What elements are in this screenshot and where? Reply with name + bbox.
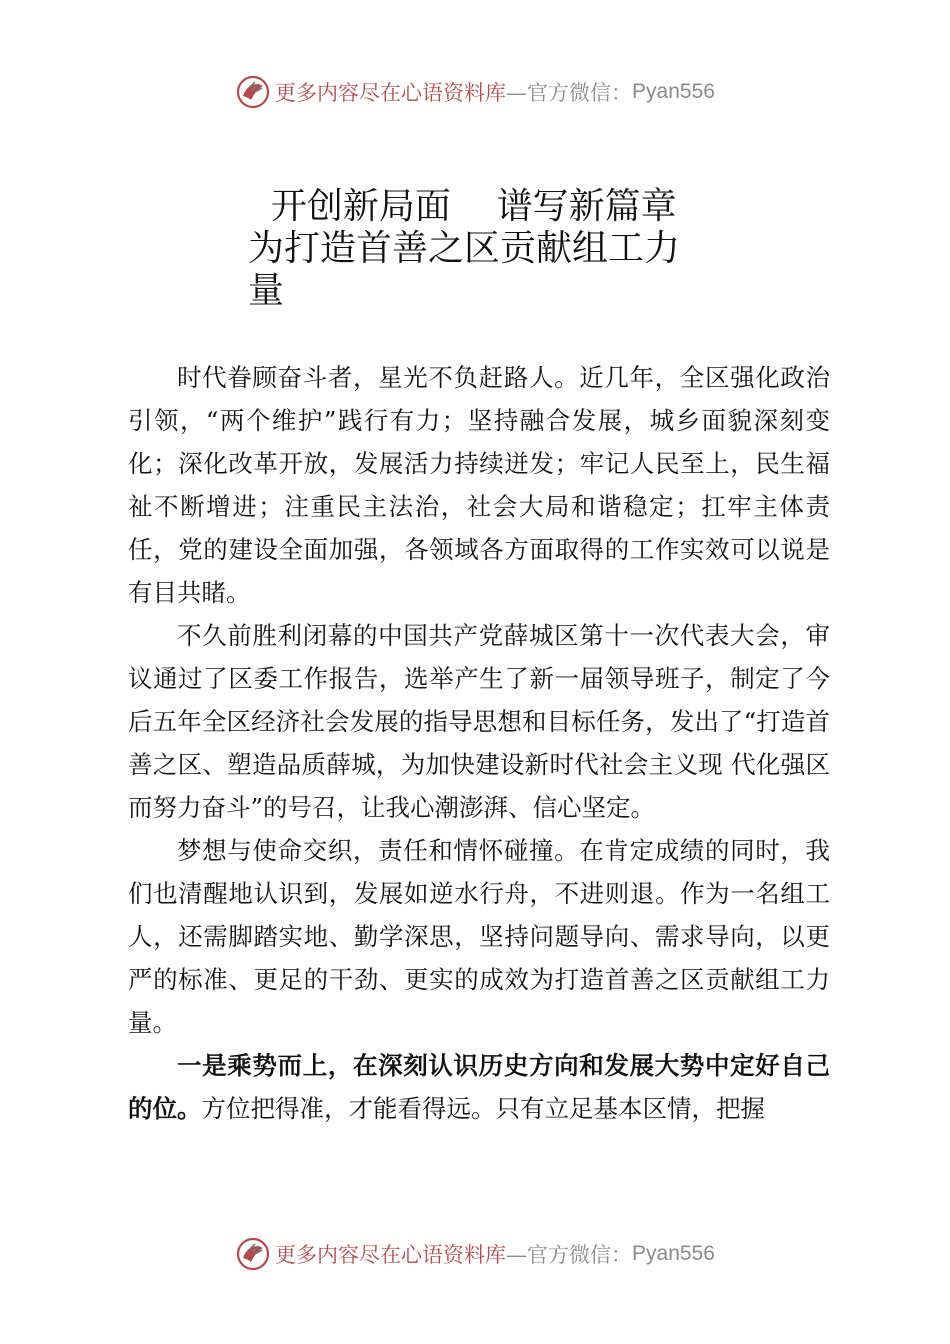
point-1-heading: 一是乘势而上，在深刻认识历史方向和发展大势中定好自己的位。 xyxy=(128,1051,830,1123)
document-body xyxy=(128,356,830,1130)
point-1-text: 方位把得准，才能看得远。只有立足基本区情，把握 xyxy=(201,1094,765,1123)
official-text: —官方微信： xyxy=(506,1243,633,1267)
official-text: —官方微信： xyxy=(506,81,633,105)
document-title xyxy=(248,186,688,312)
paragraph-1: 时代眷顾奋斗者，星光不负赶路人。近几年，全区强化政治引领，“两个维护”践行有力；坚持融合发展，城乡面貌深刻变化；深化改革开放，发展活力持续迸发；牢记人民至上，民生福祉不断增进；注重民主法治，社会大局和谐稳定；扛牢主体责任，党的建设全面加强，各领域各方面取得的工作实效可以说是有目共睹。 xyxy=(128,363,830,607)
red-hand-logo-icon xyxy=(235,1236,271,1272)
header-banner xyxy=(0,72,950,112)
title-line-3: 量 xyxy=(248,270,285,311)
wechat-id: Pyan556 xyxy=(632,80,715,103)
paragraph-4 xyxy=(128,1044,830,1130)
paragraph-2: 不久前胜利闭幕的中国共产党薛城区第十一次代表大会，审议通过了区委工作报告，选举产生了新一届领导班子，制定了今后五年全区经济社会发展的指导思想和目标任务，发出了“打造首善之区、塑造品质薛城，为加快建设新时代社会主义现 代化强区而努力奋斗”的号召，让我心潮澎湃、信心坚定。 xyxy=(128,621,830,822)
paragraph-3: 梦想与使命交织，责任和情怀碰撞。在肯定成绩的同时，我们也清醒地认识到，发展如逆水行舟，不进则退。作为一名组工人，还需脚踏实地、勤学深思，坚持问题导向、需求导向，以更严的标准、更足的干劲、更实的成效为打造首善之区贡献组工力量。 xyxy=(128,836,830,1037)
title-line-2: 为打造首善之区贡献组工力 xyxy=(248,228,681,269)
brand-text: 更多内容尽在心语资料库 xyxy=(275,81,507,105)
brand-text: 更多内容尽在心语资料库 xyxy=(275,1243,507,1267)
wechat-id: Pyan556 xyxy=(632,1242,715,1265)
red-hand-logo-icon xyxy=(235,74,271,110)
footer-banner xyxy=(0,1234,950,1274)
title-line-1: 开创新局面 谱写新篇章 xyxy=(248,186,677,227)
